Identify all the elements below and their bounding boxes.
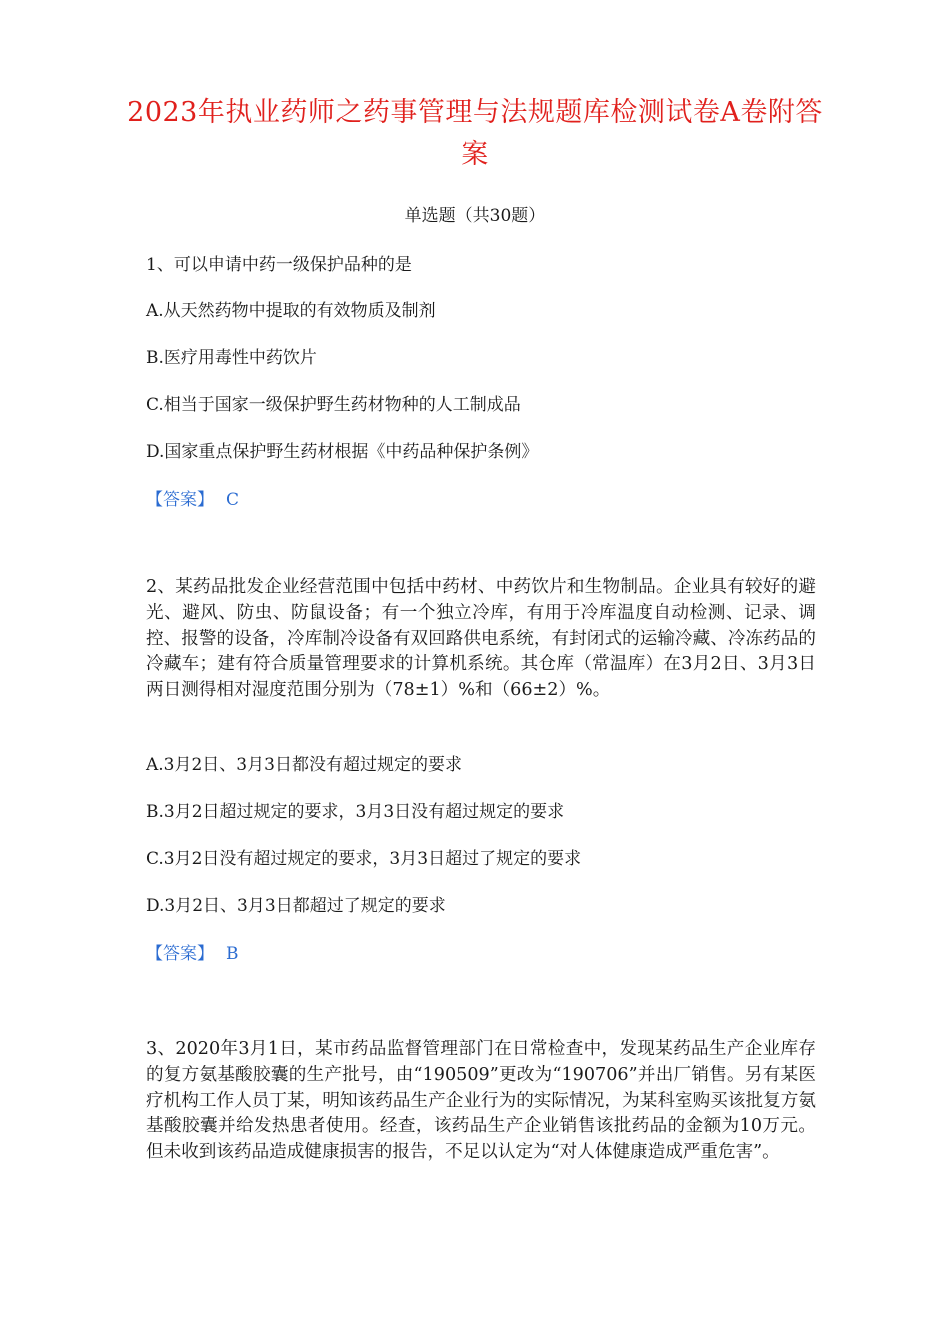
question-2-option-c: C.3月2日没有超过规定的要求，3月3日超过了规定的要求 xyxy=(146,849,582,869)
answer-tag: 【答案】 xyxy=(146,944,214,964)
question-3-stem: 3、2020年3月1日，某市药品监督管理部门在日常检查中，发现某药品生产企业库存的复方氨基酸胶囊的生产批号，由“190509”更改为“190706”并出厂销售。另有某医疗机构工作人员丁某，明知该药品生产企业行为的实际情况，为某科室购买该批复方氨基酸胶囊并给发热患者使用。经查，该药品生产企业销售该批药品的金额为10万元。但未收到该药品造成健康损害的报告，不足以认定为“对人体健康造成严重危害”。 xyxy=(146,1039,816,1163)
question-1-option-d: D.国家重点保护野生药材根据《中药品种保护条例》 xyxy=(146,442,539,462)
question-1-stem: 1、可以申请中药一级保护品种的是 xyxy=(146,255,412,275)
question-1-option-c: C.相当于国家一级保护野生药材物种的人工制成品 xyxy=(146,395,521,415)
question-1-option-b: B.医疗用毒性中药饮片 xyxy=(146,348,317,368)
answer-value: C xyxy=(226,490,240,510)
section-heading: 单选题（共30题） xyxy=(404,206,546,226)
question-2-option-d: D.3月2日、3月3日都超过了规定的要求 xyxy=(146,896,446,916)
question-1-option-a: A.从天然药物中提取的有效物质及制剂 xyxy=(146,301,436,321)
question-2-answer xyxy=(146,942,816,966)
question-2-stem: 2、某药品批发企业经营范围中包括中药材、中药饮片和生物制品。企业具有较好的避光、避风、防虫、防鼠设备；有一个独立冷库，有用于冷库温度自动检测、记录、调控、报警的设备，冷库制冷设备有双回路供电系统，有封闭式的运输冷藏、冷冻药品的冷藏车；建有符合质量管理要求的计算机系统。其仓库（常温库）在3月2日、3月3日两日测得相对湿度范围分别为（78±1）%和（66±2）%。 xyxy=(146,577,816,701)
answer-value: B xyxy=(226,944,239,964)
answer-tag: 【答案】 xyxy=(146,490,214,510)
question-1-answer xyxy=(146,488,816,512)
document-title: 2023年执业药师之药事管理与法规题库检测试卷A卷附答案 xyxy=(127,97,823,170)
question-2-option-b: B.3月2日超过规定的要求，3月3日没有超过规定的要求 xyxy=(146,802,565,822)
question-2-option-a: A.3月2日、3月3日都没有超过规定的要求 xyxy=(146,755,462,775)
